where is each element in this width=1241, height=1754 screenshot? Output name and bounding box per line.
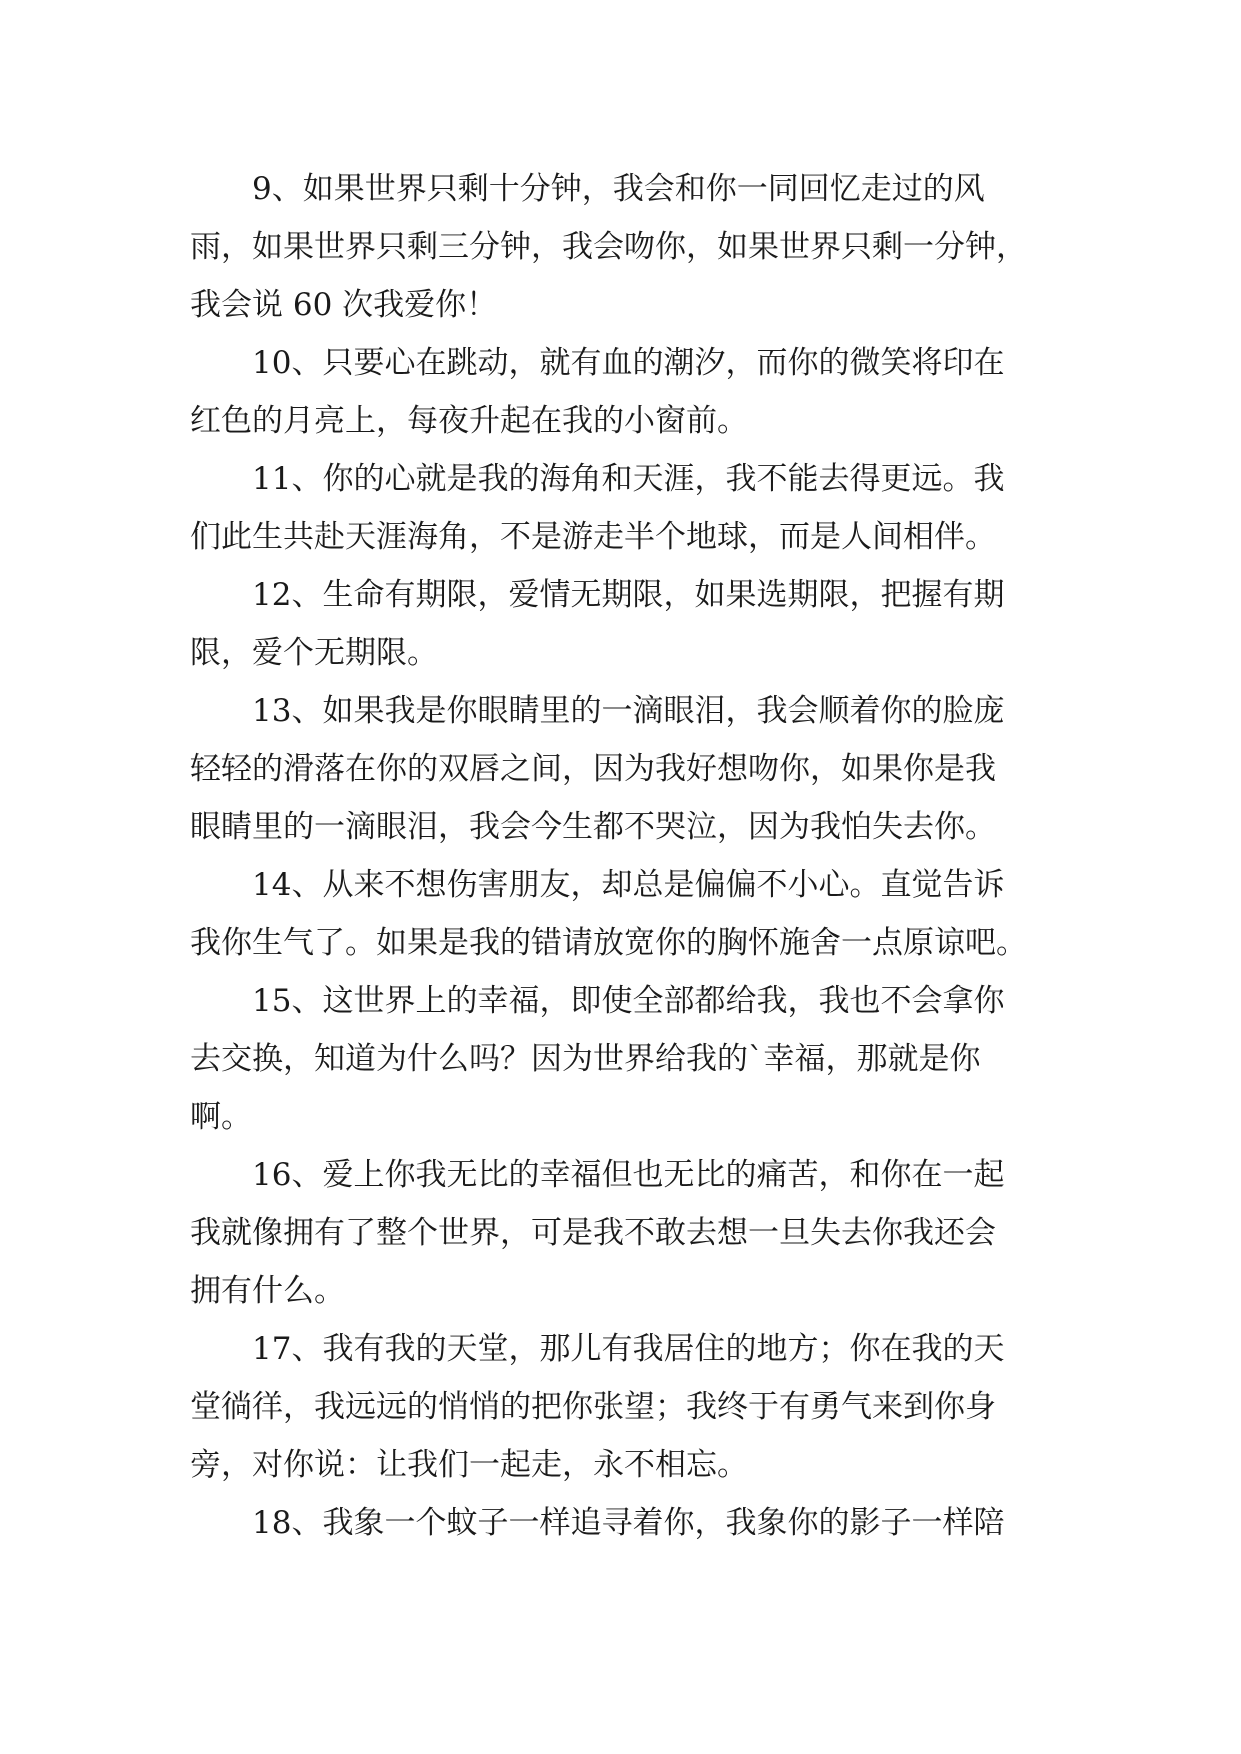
text-line: 14、从来不想伤害朋友，却总是偏偏不小心。直觉告诉	[252, 867, 1005, 903]
text-line: 我就像拥有了整个世界，可是我不敢去想一旦失去你我还会	[190, 1215, 996, 1251]
text-line: 13、如果我是你眼睛里的一滴眼泪，我会顺着你的脸庞	[252, 693, 1005, 729]
text-line: 堂徜徉，我远远的悄悄的把你张望；我终于有勇气来到你身	[190, 1389, 996, 1425]
text-line: 去交换，知道为什么吗？因为世界给我的`幸福，那就是你	[190, 1041, 981, 1077]
text-line: 轻轻的滑落在你的双唇之间，因为我好想吻你，如果你是我	[190, 751, 996, 787]
paragraph-16	[190, 1146, 1060, 1320]
text-line: 10、只要心在跳动，就有血的潮汐，而你的微笑将印在	[252, 345, 1005, 381]
text-line: 啊。	[190, 1099, 252, 1135]
paragraph-15	[190, 972, 1060, 1146]
text-line: 我会说 60 次我爱你！	[190, 287, 498, 323]
text-line: 15、这世界上的幸福，即使全部都给我，我也不会拿你	[252, 983, 1005, 1019]
paragraph-14	[190, 856, 1060, 972]
text-line: 我你生气了。如果是我的错请放宽你的胸怀施舍一点原谅吧。	[190, 925, 1027, 961]
paragraph-18	[190, 1494, 1060, 1552]
text-line: 雨，如果世界只剩三分钟，我会吻你，如果世界只剩一分钟，	[190, 229, 1027, 265]
text-line: 拥有什么。	[190, 1273, 345, 1309]
paragraph-12	[190, 566, 1060, 682]
paragraph-13	[190, 682, 1060, 856]
text-line: 们此生共赴天涯海角，不是游走半个地球，而是人间相伴。	[190, 519, 996, 555]
text-line: 18、我象一个蚊子一样追寻着你，我象你的影子一样陪	[252, 1505, 1005, 1541]
text-line: 旁，对你说：让我们一起走，永不相忘。	[190, 1447, 748, 1483]
paragraph-10	[190, 334, 1060, 450]
text-line: 16、爱上你我无比的幸福但也无比的痛苦，和你在一起	[252, 1157, 1005, 1193]
text-line: 17、我有我的天堂，那儿有我居住的地方；你在我的天	[252, 1331, 1005, 1367]
text-line: 限，爱个无期限。	[190, 635, 438, 671]
text-line: 红色的月亮上，每夜升起在我的小窗前。	[190, 403, 748, 439]
body-text	[190, 160, 1060, 1552]
text-line: 9、如果世界只剩十分钟，我会和你一同回忆走过的风	[252, 171, 985, 207]
text-line: 11、你的心就是我的海角和天涯，我不能去得更远。我	[252, 461, 1005, 497]
paragraph-9	[190, 160, 1060, 334]
text-line: 眼睛里的一滴眼泪，我会今生都不哭泣，因为我怕失去你。	[190, 809, 996, 845]
text-line: 12、生命有期限，爱情无期限，如果选期限，把握有期	[252, 577, 1005, 613]
paragraph-11	[190, 450, 1060, 566]
paragraph-17	[190, 1320, 1060, 1494]
